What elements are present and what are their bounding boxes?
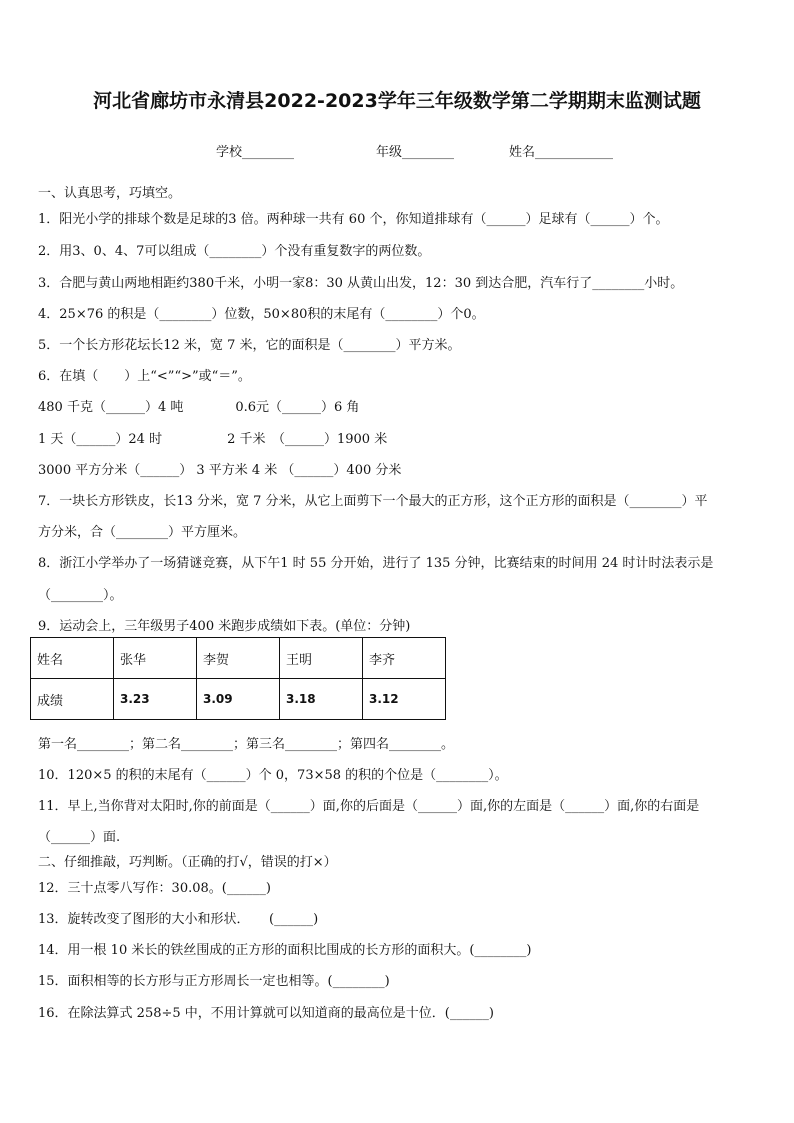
question-11-line-2: （______）面. — [38, 830, 121, 845]
name-label: 姓名____________ — [509, 145, 614, 160]
page-title: 河北省廊坊市永清县2022-2023学年三年级数学第二学期期末监测试题 — [93, 90, 701, 112]
question-15: 15．面积相等的长方形与正方形周长一定也相等。(________) — [38, 974, 390, 989]
question-2: 2．用3、0、4、7可以组成（________）个没有重复数字的两位数。 — [38, 244, 431, 259]
question-4: 4．25×76 的积是（________）位数，50×80积的末尾有（________）个0。 — [38, 307, 485, 322]
grade-label: 年级________ — [376, 145, 455, 160]
table-header-cell: 张华 — [114, 638, 197, 679]
question-9-ranking: 第一名________；第二名________；第三名________；第四名________。 — [38, 737, 455, 752]
question-6-row-2: 1 天（______）24 时 2 千米 （______）1900 米 — [38, 432, 388, 447]
table-header-cell: 李齐 — [363, 638, 446, 679]
question-1: 1．阳光小学的排球个数是足球的3 倍。两种球一共有 60 个，你知道排球有（______）足球有（______）个。 — [38, 212, 669, 227]
table-row — [31, 679, 446, 720]
score-table — [30, 637, 446, 720]
question-13: 13．旋转改变了图形的大小和形状． (______) — [38, 912, 319, 927]
question-7-line-1: 7．一块长方形铁皮，长13 分米，宽 7 分米，从它上面剪下一个最大的正方形，这个正方形的面积是（________）平 — [38, 494, 708, 509]
table-cell: 3.23 — [114, 679, 197, 720]
question-10: 10．120×5 的积的末尾有（______）个 0，73×58 的积的个位是（________）。 — [38, 768, 508, 783]
question-16: 16．在除法算式 258÷5 中，不用计算就可以知道商的最高位是十位．(______) — [38, 1006, 494, 1021]
table-cell: 3.18 — [280, 679, 363, 720]
table-header-cell: 李贺 — [197, 638, 280, 679]
question-6-row-1: 480 千克（______）4 吨 0.6元（______）6 角 — [38, 400, 360, 415]
question-7-line-2: 方分米，合（________）平方厘米。 — [38, 525, 247, 540]
question-14: 14．用一根 10 米长的铁丝围成的正方形的面积比围成的长方形的面积大。(________) — [38, 943, 532, 958]
table-cell: 3.12 — [363, 679, 446, 720]
question-11-line-1: 11．早上,当你背对太阳时,你的前面是（______）面,你的后面是（______）面,你的左面是（______）面,你的右面是 — [38, 799, 700, 814]
question-8-line-2: （________）。 — [38, 588, 123, 603]
question-12: 12．三十点零八写作：30.08。(______) — [38, 881, 271, 896]
question-6: 6．在填（ ）上“<”“>”或“＝”。 — [38, 369, 251, 384]
question-5: 5．一个长方形花坛长12 米，宽 7 米，它的面积是（________）平方米。 — [38, 338, 461, 353]
table-row — [31, 638, 446, 679]
school-label: 学校________ — [216, 145, 295, 160]
table-header-cell: 王明 — [280, 638, 363, 679]
section-1-heading: 一、认真思考，巧填空。 — [38, 186, 182, 201]
question-8-line-1: 8．浙江小学举办了一场猜谜竞赛，从下午1 时 55 分开始，进行了 135 分钟，比赛结束的时间用 24 时计时法表示是 — [38, 556, 714, 571]
question-3: 3．合肥与黄山两地相距约380千米，小明一家8：30 从黄山出发，12：30 到达合肥，汽车行了________小时。 — [38, 276, 684, 291]
question-9: 9．运动会上，三年级男子400 米跑步成绩如下表。(单位：分钟) — [38, 619, 411, 634]
table-header-cell: 姓名 — [31, 638, 114, 679]
table-cell: 成绩 — [31, 679, 114, 720]
question-6-row-3: 3000 平方分米（______） 3 平方米 4 米 （______）400 分米 — [38, 463, 402, 478]
section-2-heading: 二、仔细推敲，巧判断。（正确的打√，错误的打×） — [38, 855, 337, 870]
table-cell: 3.09 — [197, 679, 280, 720]
